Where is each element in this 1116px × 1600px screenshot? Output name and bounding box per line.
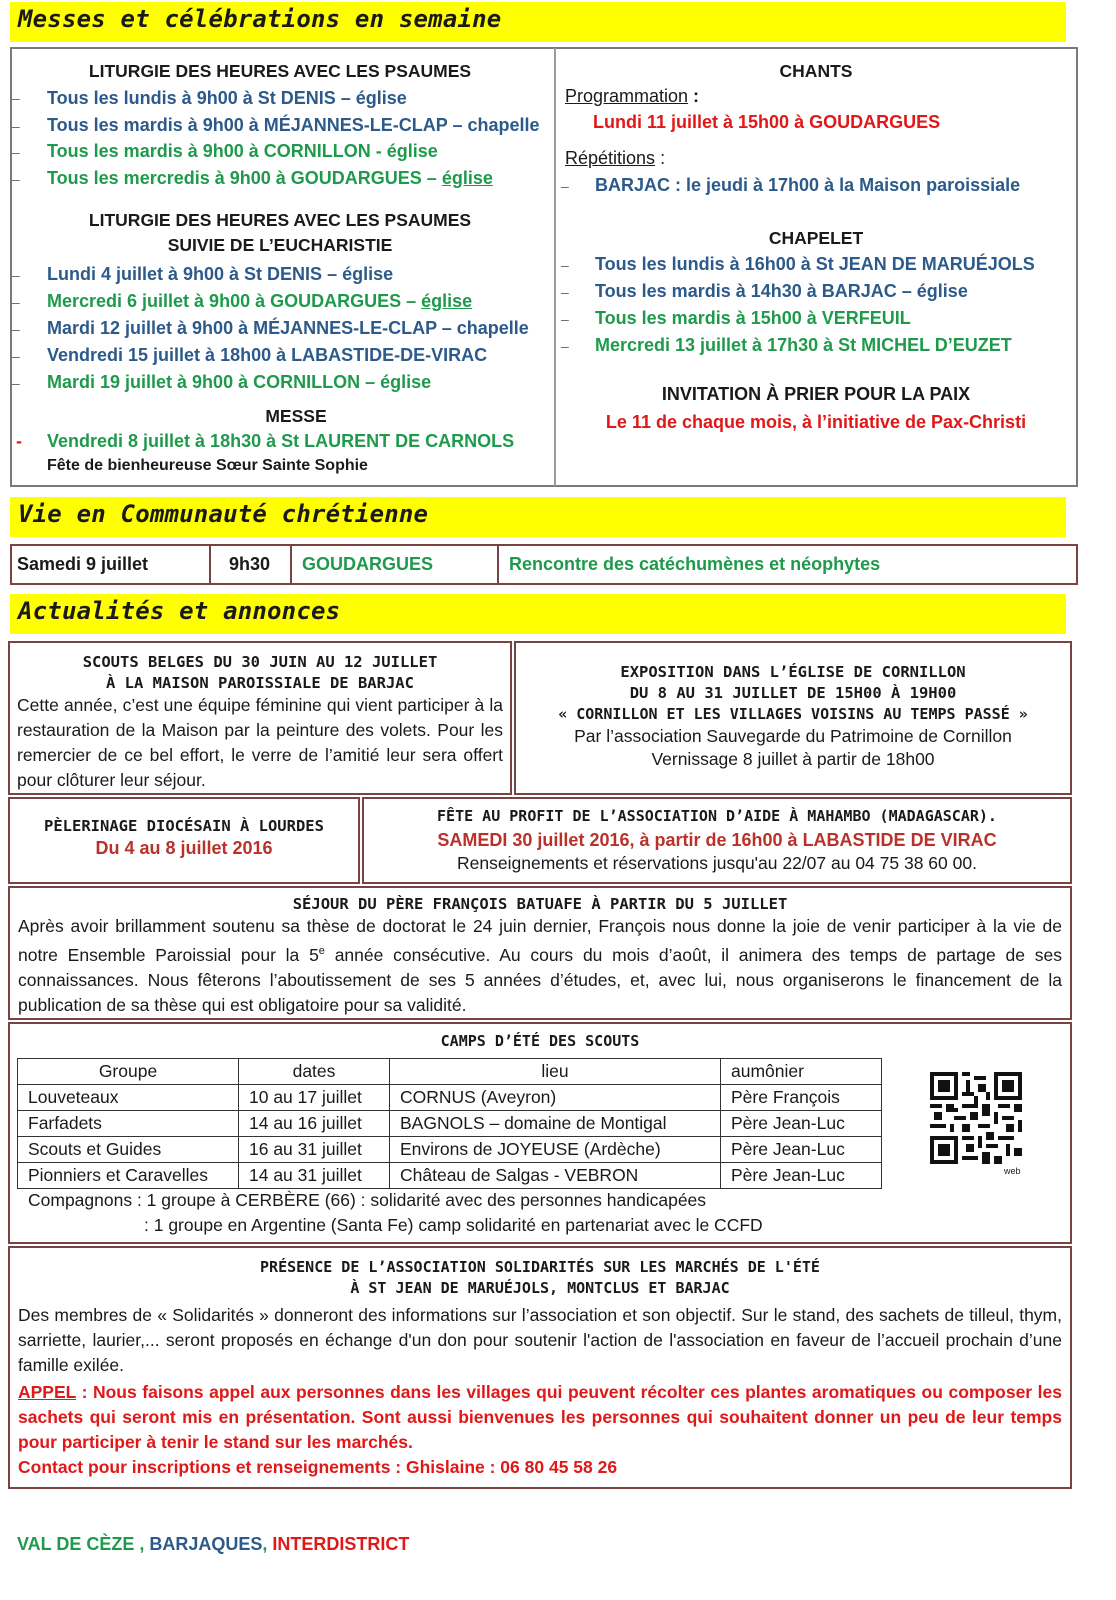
footer-districts: VAL DE CÈZE , BARJAQUES, INTERDISTRICT (17, 1534, 410, 1554)
eucharist-item: Mercredi 6 juillet à 9h00 à GOUDARGUES – église (47, 291, 473, 311)
liturgy-item: Tous les mardis à 9h00 à CORNILLON - église (47, 141, 438, 161)
cell-divider (209, 545, 211, 584)
table-cell: 14 au 16 juillet (239, 1111, 390, 1137)
fete-box (362, 797, 1072, 884)
section-title: Messes et célébrations en semaine (18, 5, 502, 33)
chapelet-item: Tous les mardis à 14h30 à BARJAC – église (595, 281, 968, 301)
liturgy-item: Tous les lundis à 9h00 à St DENIS – église (47, 88, 407, 108)
section-banner-community (10, 497, 1066, 537)
mass-item: Vendredi 8 juillet à 18h30 à St LAURENT DE CARNOLS (47, 431, 515, 451)
sejour-title: SÉJOUR DU PÈRE FRANÇOIS BATUAFE À PARTIR DU 5 JUILLET (292, 895, 788, 913)
table-cell: BAGNOLS – domaine de Montigal (390, 1111, 721, 1137)
liturgy2-subtitle: SUIVIE DE L’EUCHARISTIE (167, 235, 393, 255)
fete-info: Renseignements et réservations jusqu'au 22/07 au 04 75 38 60 00. (457, 853, 977, 873)
compagnons-line1: Compagnons : 1 groupe à CERBÈRE (66) : solidarité avec des personnes handicapées (28, 1190, 707, 1210)
dash: – (12, 294, 20, 310)
qr-code-icon[interactable] (930, 1072, 1022, 1164)
solidarites-text: Des membres de « Solidarités » donneront des informations sur l’association et son objectif. Sur le stand, des sachets de tilleul, thym, sarriette, laurier,... seront proposés en échange d'un don pour soutenir l'action de l'association en faveur de l’accueil prochain d’une famille exilée. (18, 1305, 1062, 1375)
section-banner-news (10, 594, 1066, 634)
table-cell: 14 au 31 juillet (239, 1163, 390, 1189)
invitation-text: Le 11 de chaque mois, à l’initiative de Pax-Christi (605, 412, 1027, 432)
table-cell: Père Jean-Luc (721, 1137, 882, 1163)
exposition-association: Par l’association Sauvegarde du Patrimoine de Cornillon (574, 726, 1012, 746)
camps-table (17, 1058, 882, 1189)
repetitions-value: BARJAC : le jeudi à 17h00 à la Maison paroissiale (595, 175, 1021, 195)
table-cell: CORNUS (Aveyron) (390, 1085, 721, 1111)
pelerinage-title: PÈLERINAGE DIOCÉSAIN À LOURDES (44, 817, 324, 835)
pelerinage-box (8, 797, 360, 884)
scouts-belges-box (8, 641, 512, 795)
cell-divider (497, 545, 499, 584)
chapelet-title: CHAPELET (768, 228, 864, 248)
programmation-label: Programmation : (565, 86, 700, 106)
column-header: Groupe (18, 1059, 239, 1085)
sejour-text: Après avoir brillamment soutenu sa thèse de doctorat le 24 juin dernier, François nous donne la joie de venir participer à la vie de notre Ensemble Paroissial pour la 5e année consécutive. Au cours du mois d’août, il animera des temps de partage de ses connaissances. Nous fêterons l’aboutissement de ses 5 années d’études, et, avec lui, nous organiserons le financement de la publication de sa thèse qui est obligatoire pour sa validité. (18, 916, 1062, 1015)
qr-label: web (1004, 1166, 1021, 1176)
mass-title: MESSE (265, 406, 327, 426)
programmation-value: Lundi 11 juillet à 15h00 à GOUDARGUES (593, 112, 941, 132)
scouts-belges-text: Cette année, c’est une équipe féminine qui vient participer à la restauration de la Maison par la peinture des volets. Pour les remercier de ce bel effort, le verre de l’amitié leur sera offert pour clôturer leur séjour. (17, 695, 503, 790)
exposition-vernissage: Vernissage 8 juillet à partir de 18h00 (651, 749, 935, 769)
column-header: aumônier (721, 1059, 882, 1085)
pelerinage-dates: Du 4 au 8 juillet 2016 (95, 838, 273, 858)
community-place: GOUDARGUES (302, 554, 434, 574)
eucharist-item: Mardi 19 juillet à 9h00 à CORNILLON – église (47, 372, 432, 392)
table-cell: Père Jean-Luc (721, 1111, 882, 1137)
column-header: lieu (390, 1059, 721, 1085)
exposition-title: EXPOSITION DANS L’ÉGLISE DE CORNILLON (620, 663, 966, 681)
solidarites-title: PRÉSENCE DE L’ASSOCIATION SOLIDARITÉS SUR LES MARCHÉS DE L'ÉTÉ (260, 1258, 820, 1276)
dash: – (12, 118, 20, 134)
column-header: dates (239, 1059, 390, 1085)
dash: – (561, 311, 569, 327)
table-cell: 16 au 31 juillet (239, 1137, 390, 1163)
section-banner-weekday (10, 2, 1066, 42)
dash: – (12, 267, 20, 283)
table-row (18, 1085, 882, 1111)
chapelet-item: Tous les mardis à 15h00 à VERFEUIL (595, 308, 911, 328)
table-row (18, 1163, 882, 1189)
table-cell: Père François (721, 1085, 882, 1111)
community-date: Samedi 9 juillet (17, 554, 149, 574)
table-cell: Château de Salgas - VEBRON (390, 1163, 721, 1189)
scouts-belges-title: SCOUTS BELGES DU 30 JUIN AU 12 JUILLET (82, 653, 438, 671)
community-time: 9h30 (229, 554, 271, 574)
table-row (18, 1111, 882, 1137)
compagnons-line2: : 1 groupe en Argentine (Santa Fe) camp solidarité en partenariat avec le CCFD (144, 1215, 763, 1235)
exposition-dates: DU 8 AU 31 JUILLET DE 15H00 À 19H00 (629, 684, 957, 702)
section-title: Vie en Communauté chrétienne (18, 500, 429, 528)
table-cell: Farfadets (18, 1111, 239, 1137)
dash: – (12, 90, 20, 106)
table-cell: Environs de JOYEUSE (Ardèche) (390, 1137, 721, 1163)
table-cell: 10 au 17 juillet (239, 1085, 390, 1111)
solidarites-box (8, 1246, 1072, 1489)
table-cell: Louveteaux (18, 1085, 239, 1111)
table-cell: Scouts et Guides (18, 1137, 239, 1163)
table-row (18, 1137, 882, 1163)
dash: – (561, 178, 569, 194)
fete-date: SAMEDI 30 juillet 2016, à partir de 16h00 à LABASTIDE DE VIRAC (437, 830, 997, 850)
eucharist-item: Lundi 4 juillet à 9h00 à St DENIS – église (47, 264, 394, 284)
dash: – (12, 321, 20, 337)
table-cell: Père Jean-Luc (721, 1163, 882, 1189)
solidarites-subtitle: À ST JEAN DE MARUÉJOLS, MONTCLUS ET BARJAC (350, 1279, 730, 1297)
dash: – (12, 171, 20, 187)
scouts-belges-subtitle: À LA MAISON PAROISSIALE DE BARJAC (106, 674, 414, 692)
table-cell: Pionniers et Caravelles (18, 1163, 239, 1189)
dash: – (561, 257, 569, 273)
cell-divider (290, 545, 292, 584)
chants-title: CHANTS (779, 61, 853, 81)
eucharist-item: Vendredi 15 juillet à 18h00 à LABASTIDE-DE-VIRAC (47, 345, 488, 365)
section-title: Actualités et annonces (18, 597, 341, 625)
community-event: Rencontre des catéchumènes et néophytes (509, 554, 881, 574)
chapelet-item: Mercredi 13 juillet à 17h30 à St MICHEL D’EUZET (595, 335, 1012, 355)
dash: – (561, 284, 569, 300)
dash: – (561, 338, 569, 354)
exposition-box (514, 641, 1072, 795)
liturgy-item: Tous les mercredis à 9h00 à GOUDARGUES – église (47, 168, 493, 188)
liturgy-item: Tous les mardis à 9h00 à MÉJANNES-LE-CLAP – chapelle (47, 115, 540, 135)
solidarites-appel: APPEL : Nous faisons appel aux personnes dans les villages qui peuvent récolter ces plantes aromatiques ou composer les sachets qui seront mis en présentation. Sont aussi bienvenues les personnes qui souhaitent donner un peu de leur temps pour participer à tenir le stand sur les marchés. (18, 1382, 1062, 1452)
dash: – (12, 375, 20, 391)
fete-title: FÊTE AU PROFIT DE L’ASSOCIATION D’AIDE À MAHAMBO (MADAGASCAR). (437, 807, 997, 825)
chapelet-item: Tous les lundis à 16h00 à St JEAN DE MARUÉJOLS (595, 254, 1035, 274)
mass-note: Fête de bienheureuse Sœur Sainte Sophie (47, 457, 368, 474)
dash: – (12, 348, 20, 364)
table-header (18, 1059, 882, 1085)
liturgy-title: LITURGIE DES HEURES AVEC LES PSAUMES (88, 61, 472, 81)
dash: - (16, 431, 22, 451)
eucharist-item: Mardi 12 juillet à 9h00 à MÉJANNES-LE-CLAP – chapelle (47, 318, 529, 338)
dash: – (12, 144, 20, 160)
repetitions-label: Répétitions : (565, 148, 666, 168)
liturgy2-title: LITURGIE DES HEURES AVEC LES PSAUMES (88, 210, 472, 230)
invitation-title: INVITATION À PRIER POUR LA PAIX (661, 384, 971, 404)
camps-title: CAMPS D’ÉTÉ DES SCOUTS (440, 1032, 640, 1050)
sejour-box (8, 886, 1072, 1020)
exposition-subtitle: « CORNILLON ET LES VILLAGES VOISINS AU TEMPS PASSÉ » (558, 705, 1028, 723)
solidarites-contact: Contact pour inscriptions et renseignements : Ghislaine : 06 80 45 58 26 (18, 1457, 618, 1477)
